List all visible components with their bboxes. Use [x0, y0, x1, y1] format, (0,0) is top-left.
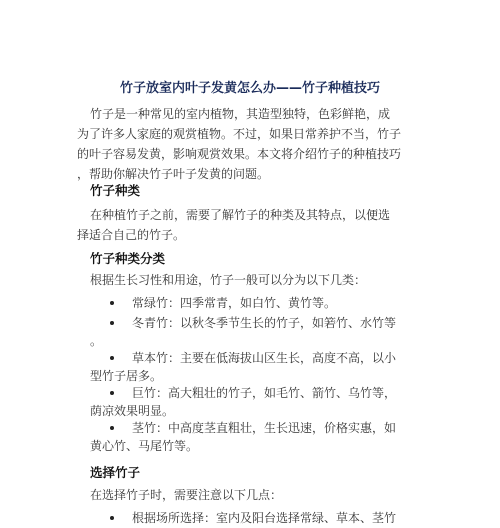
- list-item-continuation: 黄心竹、马尾竹等。: [90, 439, 199, 453]
- list-item-text: 根据场所选择：室内及阳台选择常绿、草本、茎竹: [132, 511, 397, 525]
- section-heading-bamboo-types: 竹子种类: [90, 183, 141, 198]
- section1-line: 在种植竹子之前，需要了解竹子的种类及其特点，以便选: [90, 208, 391, 222]
- list-item-text: 茎竹：中高度茎直粗壮，生长迅速，价格实惠，如: [132, 421, 397, 435]
- list-item-continuation: 型竹子居多。: [90, 369, 163, 383]
- list-item-text: 巨竹：高大粗壮的竹子，如毛竹、箭竹、乌竹等，: [132, 386, 397, 400]
- choose-intro: 在选择竹子时，需要注意以下几点：: [90, 488, 283, 502]
- section-heading-choose-bamboo: 选择竹子: [90, 465, 141, 480]
- list-item-text: 草本竹：主要在低海拔山区生长，高度不高，以小: [132, 351, 397, 365]
- bullet-icon: [110, 321, 114, 325]
- classification-intro: 根据生长习性和用途，竹子一般可以分为以下几类：: [90, 273, 367, 287]
- section1-line: 择适合自己的竹子。: [77, 228, 186, 242]
- intro-line: ，帮助你解决竹子叶子发黄的问题。: [77, 167, 270, 181]
- section1-paragraph: [77, 205, 437, 245]
- intro-paragraph: [77, 104, 437, 184]
- bullet-icon: [110, 426, 114, 430]
- intro-line: 的叶子容易发黄，影响观赏效果。本文将介绍竹子的种植技巧: [77, 147, 402, 161]
- list-item-text: 常绿竹：四季常青，如白竹、黄竹等。: [132, 296, 337, 310]
- list-item-continuation: 。: [90, 334, 103, 348]
- intro-line: 为了许多人家庭的观赏植物。不过，如果日常养护不当，竹子: [77, 127, 402, 141]
- intro-line: 竹子是一种常见的室内植物，其造型独特，色彩鲜艳，成: [90, 107, 391, 121]
- list-item-text: 冬青竹：以秋冬季节生长的竹子，如箬竹、水竹等: [132, 316, 397, 330]
- section-heading-classification: 竹子种类分类: [90, 251, 166, 266]
- bullet-icon: [110, 301, 114, 305]
- list-item-continuation: 荫凉效果明显。: [90, 404, 175, 418]
- bullet-icon: [110, 356, 114, 360]
- document-title: 竹子放室内叶子发黄怎么办——竹子种植技巧: [119, 81, 380, 96]
- bullet-icon: [110, 391, 114, 395]
